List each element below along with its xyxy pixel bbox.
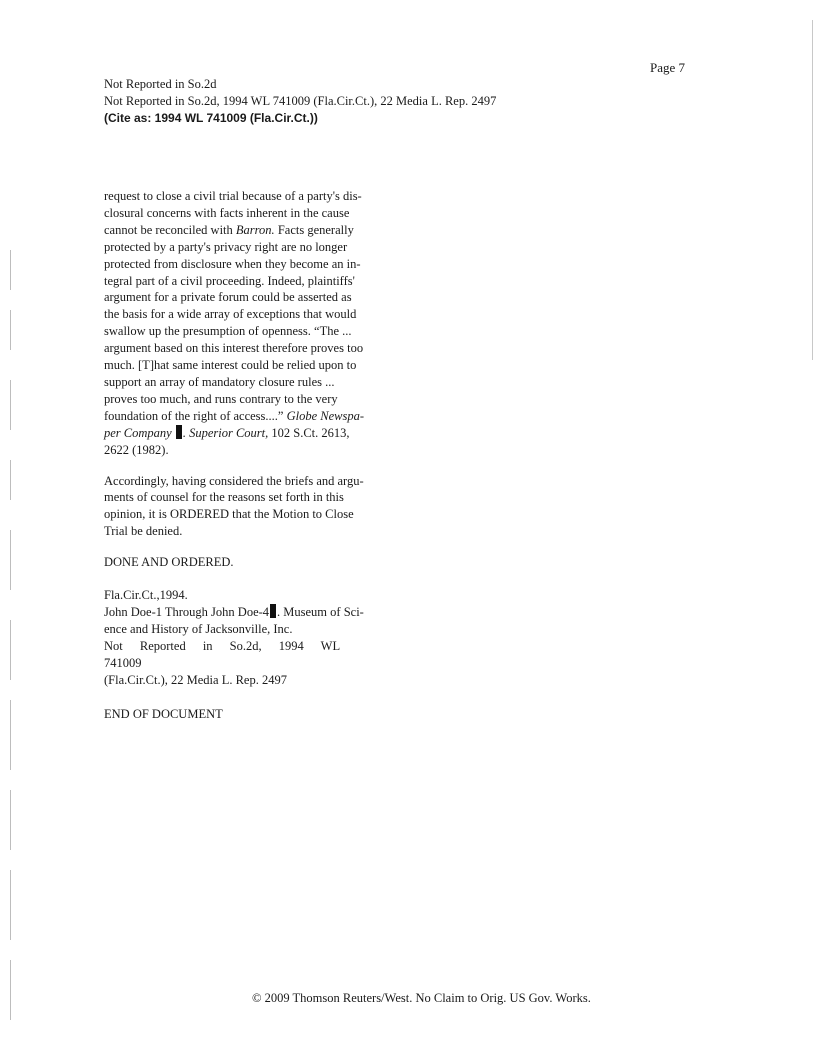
text-line: protected by a party's privacy right are no longer	[104, 239, 348, 254]
text-run: John Doe-1 Through John Doe-4	[104, 604, 270, 619]
text-line: protected from disclosure when they become an in-	[104, 256, 361, 271]
text-run: foundation of the right of access....”	[104, 408, 287, 423]
text-line: argument based on this interest therefore proves too	[104, 341, 364, 356]
opinion-paragraph-2	[104, 473, 394, 541]
document-header	[104, 76, 496, 127]
case-parties	[104, 604, 394, 621]
text-line: closural concerns with facts inherent in the cause	[104, 205, 350, 220]
text-line	[104, 425, 394, 442]
opinion-paragraph-1	[104, 188, 394, 459]
report-line: Not Reported in So.2d, 1994 WL 741009	[104, 638, 340, 670]
case-parties-cont: ence and History of Jacksonville, Inc.	[104, 621, 293, 636]
report-line-cont: (Fla.Cir.Ct.), 22 Media L. Rep. 2497	[104, 672, 287, 687]
text-line	[104, 408, 394, 425]
end-of-document: END OF DOCUMENT	[104, 707, 223, 722]
case-citation-block	[104, 587, 394, 688]
header-cite-as: (Cite as: 1994 WL 741009 (Fla.Cir.Ct.))	[104, 111, 318, 125]
header-citation-line: Not Reported in So.2d, 1994 WL 741009 (Fla.Cir.Ct.), 22 Media L. Rep. 2497	[104, 94, 497, 108]
text-line: support an array of mandatory closure rules ...	[104, 374, 335, 389]
case-name-globe-cont: per Company	[104, 425, 172, 440]
header-reporter-line: Not Reported in So.2d	[104, 77, 217, 91]
text-line: opinion, it is ORDERED that the Motion to Close	[104, 507, 354, 522]
redaction-mark	[270, 604, 276, 618]
text-run: Facts generally	[274, 222, 354, 237]
scan-edge-right	[812, 20, 815, 360]
done-and-ordered: DONE AND ORDERED.	[104, 555, 234, 570]
case-name-globe: Globe Newspa-	[286, 408, 365, 423]
text-line: swallow up the presumption of openness. “The ...	[104, 324, 352, 339]
text-line	[104, 222, 394, 239]
text-line: proves too much, and runs contrary to the very	[104, 391, 338, 406]
redaction-mark	[176, 425, 182, 439]
page-number: Page 7	[650, 60, 686, 75]
case-name-barron: Barron.	[235, 222, 275, 237]
text-line: the basis for a wide array of exceptions that would	[104, 307, 357, 322]
scan-edge-marks	[0, 250, 30, 1050]
copyright-footer: © 2009 Thomson Reuters/West. No Claim to Orig. US Gov. Works.	[252, 991, 591, 1005]
text-line: 2622 (1982).	[104, 442, 169, 457]
text-run: cannot be reconciled with	[104, 222, 236, 237]
case-name-superior-court: . Superior Court,	[182, 425, 269, 440]
text-line: tegral part of a civil proceeding. Indeed, plaintiffs'	[104, 273, 355, 288]
text-run: 102 S.Ct. 2613,	[268, 425, 350, 440]
text-line: much. [T]hat same interest could be relied upon to	[104, 358, 357, 373]
text-line: request to close a civil trial because of a party's dis-	[104, 189, 362, 203]
court-year: Fla.Cir.Ct.,1994.	[104, 588, 188, 603]
text-line: Accordingly, having considered the briefs and argu-	[104, 473, 364, 488]
opinion-body	[104, 188, 394, 723]
text-line: ments of counsel for the reasons set forth in this	[104, 490, 344, 505]
text-line: Trial be denied.	[104, 524, 183, 539]
text-run: . Museum of Sci-	[277, 604, 364, 619]
text-line: argument for a private forum could be asserted as	[104, 290, 352, 305]
